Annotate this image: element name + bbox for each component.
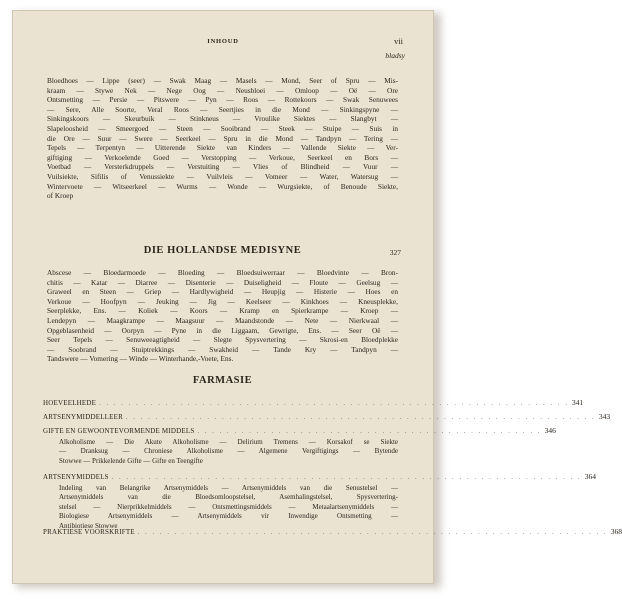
text-line: Bloedhoes — Lippe (seer) — Swak Maag — Masels — Mond, Seer of Spru — Mis- [47, 76, 398, 85]
gifte-subentries [59, 438, 398, 466]
dot-leader: . . . . . . . . . . . . . . . . . . . . . . . . . . . . . . . . . . . . . . . . . . . . . . . . . . . . . . . . . . . . . . . . [111, 475, 582, 481]
header-page-number: vii [394, 36, 403, 46]
section-page-number: 327 [389, 248, 401, 257]
toc-label: GIFTE EN GEWOONTEVORMENDE MIDDELS [43, 427, 195, 435]
toc-page: 343 [598, 412, 611, 421]
toc-label: ARTSENYMIDDELLEER [43, 413, 123, 421]
text-line: Indeling van Belangrike Artsenymiddels — Artsenymiddels van die Senustelsel — [59, 484, 398, 492]
header-title: INHOUD [207, 38, 239, 45]
text-line: Verkoue — Hoofpyn — Jeuking — Jig — Keelseer — Kinkhoes — Kneusplekke, [47, 296, 398, 306]
text-line: Slapeloosheid — Smeergoed — Steen — Sooibrand — Steek — Stuipe — Suis in [47, 123, 398, 133]
toc-page: 364 [584, 472, 596, 481]
toc-page: 341 [572, 398, 584, 407]
toc-page: 346 [544, 426, 556, 435]
text-line: Seerplekke, Ens. — Koliek — Koors — Kramp en Spierkrampe — Kroep — [47, 306, 398, 316]
toc-entry-gifte [43, 426, 556, 437]
toc-entry-hoeveelhede [43, 398, 584, 409]
text-line: stelsel — Nierprikkelmiddels — Ontsmettingsmiddels — Metaalartsenymiddels — [59, 502, 398, 511]
toc-label: ARTSENYMIDDELS [43, 473, 109, 481]
text-line: Biologiese Artsenymiddels — Artsenymiddels vir Inwendige Ontsmetting — [59, 512, 398, 521]
toc-label: PRAKTIESE VOORSKRIFTE [43, 528, 135, 536]
text-line: Wintervoete — Witseerkeel — Wurms — Wonde — Wurgsiekte, of Benoude Siekte, [47, 181, 398, 191]
section-heading-farmasie: FARMASIE [192, 375, 253, 386]
text-line: — Soobrand — Stuiptrekkings — Swakheid — Tande Kry — Tandpyn — [47, 344, 398, 354]
text-line: Vuilsiekte, Sifilis of Venussiekte — Vuilvleis — Vomeer — Water, Watersug — [47, 171, 398, 181]
section-heading-hollandse-medisyne: DIE HOLLANDSE MEDISYNE [143, 245, 302, 256]
text-line: die Ore — Suur — Swere — Seerkeel — Spru in die Mond — Tandpyn — Tering — [47, 133, 398, 143]
text-line: — Dranksug — Chroniese Alkoholisme — Algemene Vergiftigings — Bytende [59, 447, 398, 456]
dot-leader: . . . . . . . . . . . . . . . . . . . . . . . . . . . . . . . . . . . . . . . . . . . . . . . . . . . . . . . . . . . . . . . . [125, 415, 596, 421]
artsenymiddels-subentries [59, 484, 398, 531]
text-line: Tandswere — Vomering — Winde — Winterhande,-Voete, Ens. [47, 354, 234, 364]
dot-leader: . . . . . . . . . . . . . . . . . . . . . . . . . . . . . . . . . . . . . . . . . . . . . . . [197, 429, 542, 435]
text-line: Tepels — Terpentyn — Uitterende Siekte van Kinders — Vallende Siekte — Ver- [47, 143, 398, 153]
toc-entry-praktiese-voorskrifte [43, 527, 622, 538]
text-line: Ontsmetting — Persie — Pitswere — Pyn — Roos — Rottekoors — Swak Senuwees [47, 95, 398, 105]
text-line: kraam — Stywe Nek — Nege Oog — Neusbloei — Omloop — Oë — Ore [47, 85, 398, 95]
dot-leader: . . . . . . . . . . . . . . . . . . . . . . . . . . . . . . . . . . . . . . . . . . . . . . . . . . . . . . . . . . . . . . . . [99, 401, 570, 407]
text-line: giftiging — Verkoelende Goed — Verstopping — Verkoue, Seerkeel en Bors — [47, 152, 398, 162]
toc-entry-artsenymiddels [43, 472, 596, 483]
text-line: Antibiotiese Stowwe [59, 521, 118, 530]
hollandse-medisyne-paragraph [47, 268, 398, 364]
text-line: Lendepyn — Maagkrampe — Maagsuur — Maandstonde — Nete — Nierkwaal — [47, 315, 398, 325]
text-line: Seer Tepels — Senuweeagtigheid — Slegte Spysvertering — Skrosi-en Bloedplekke [47, 335, 398, 345]
toc-page: 368 [610, 527, 622, 536]
toc-label: HOEVEELHEDE [43, 399, 97, 407]
text-line: — Sere, Alle Soorte, Veral Roos — Seertjies in die Mond — Sinkingspyne — [47, 104, 398, 114]
text-line: Stowwe — Prikkelende Gifte — Gifte en Teengifte [59, 456, 203, 465]
continued-paragraph [47, 76, 398, 201]
document-page [12, 10, 622, 584]
toc-entry-artsenymiddelleer [43, 412, 611, 423]
text-line: Sinkingskoors — Skeurbuik — Stinkneus — Vroulike Siektes — Slangbyt — [47, 114, 398, 124]
text-line: Alkoholisme — Die Akute Alkoholisme — Delirium Tremens — Korsakof se Siekte [59, 438, 398, 446]
text-line: Abscese — Bloedarmoede — Bloeding — Bloedsuiwerraar — Bloedvinte — Bron- [47, 268, 398, 277]
text-line: Voetbad — Versterkdruppels — Verstuiting — Vlies of Blindheid — Vuur — [47, 162, 398, 172]
bladsy-label: bladsy [385, 51, 405, 60]
text-line: chitis — Katar — Diarree — Disenterie — Duiseligheid — Floute — Geelsug — [47, 277, 398, 287]
text-line: Artsenymiddels van die Bloedsomloopstelsel, Asemhalingstelsel, Spysvertering- [59, 493, 398, 502]
text-line: of Kroep [47, 191, 74, 201]
text-line: Graweel en Steen — Griep — Hardlywigheid — Heupjig — Histerie — Hoes en [47, 287, 398, 297]
running-header [13, 36, 433, 50]
text-line: Opgeblasenheid — Oorpyn — Pyne in die Liggaam, Gewrigte, Ens. — Seer Oë — [47, 325, 398, 335]
dot-leader: . . . . . . . . . . . . . . . . . . . . . . . . . . . . . . . . . . . . . . . . . . . . . . . . . . . . . . . . . . . . . . . . [137, 530, 608, 536]
